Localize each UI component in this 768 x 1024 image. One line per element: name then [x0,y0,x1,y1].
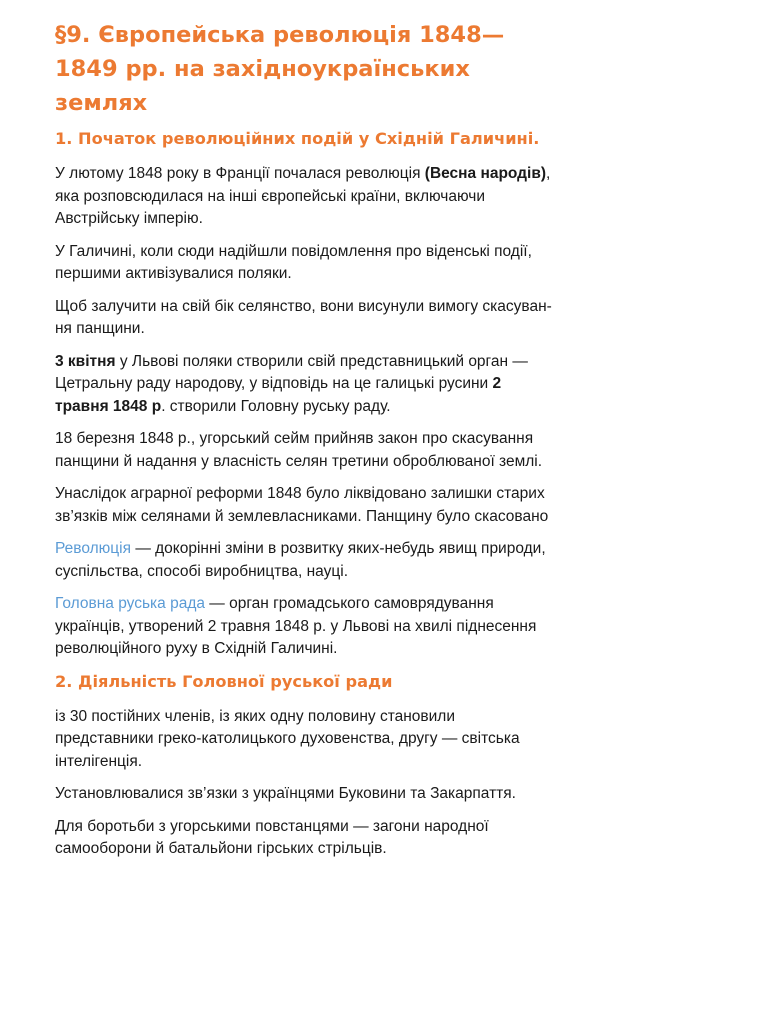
bold-date: 3 квітня [55,352,116,370]
document-page [55,18,555,871]
term-revolution: Революція [55,540,132,557]
paragraph-spring-of-nations [55,163,555,231]
paragraph-councils [55,351,555,419]
paragraph-text: . створили Головну руську раду. [161,397,391,415]
paragraph-hungarian-diet: 18 березня 1848 р., угорський сейм прийняв закон про скасування панщини й надання у власність селян третини оброблюваної землі. [55,430,543,470]
paragraph-bukovina-links: Установлювалися зв’язки з українцями Буковини та Закарпаття. [55,785,516,802]
paragraph-galicia-poles: У Галичині, коли сюди надійшли повідомлення про віденські події, першими активізувалися поляки. [55,242,532,282]
paragraph-text: , яка розповсюдилася на інші європейські країни, включаючи Австрійську імперію. [55,165,551,227]
definition-revolution [55,538,555,583]
paragraph-text: У лютому 1848 року в Франції почалася революція [55,165,425,182]
definition-text: — орган громадського самоврядування українців, утворений 2 травня 1848 р. у Львові на хвилі піднесення революційного руху в Східній Галичині. [55,595,537,657]
definition-main-ruthenian-council [55,593,555,661]
bold-phrase: (Весна народів) [424,165,547,182]
page-title [55,18,555,120]
definition-text: — докорінні зміни в розвитку яких-небудь явищ природи, суспільства, способі виробництва, науці. [55,540,546,580]
paragraph-agrarian-reform: Унаслідок аграрної реформи 1848 було ліквідовано залишки старих зв’язків між селянами й землевласниками. Панщину було скасовано [55,485,549,525]
term-main-ruthenian-council: Головна руська рада [55,595,205,612]
section-1-heading: 1. Початок революційних подій у Східній Галичині. [55,129,540,148]
page-title-line-2: 1849 рр. на західноукраїнських землях [55,56,470,116]
paragraph-serfdom-demand: Щоб залучити на свій бік селянство, вони висунули вимогу скасуван- ня панщини. [55,297,552,337]
paragraph-text: у Львові поляки створили свій представницький орган — Цетральну раду народову, у відповідь на це галицькі русини [55,352,528,392]
paragraph-council-members: із 30 постійних членів, із яких одну половину становили представники греко-католицького духовенства, другу — світська інтелігенція. [55,707,520,770]
bold-date: 2 травня 1848 р [55,375,502,415]
page-title-line-1: §9. Європейська революція 1848— [55,22,505,48]
section-2-heading: 2. Діяльність Головної руської ради [55,671,393,691]
paragraph-self-defense: Для боротьби з угорськими повстанцями — загони народної самооборони й батальйони гірських стрільців. [55,817,489,857]
